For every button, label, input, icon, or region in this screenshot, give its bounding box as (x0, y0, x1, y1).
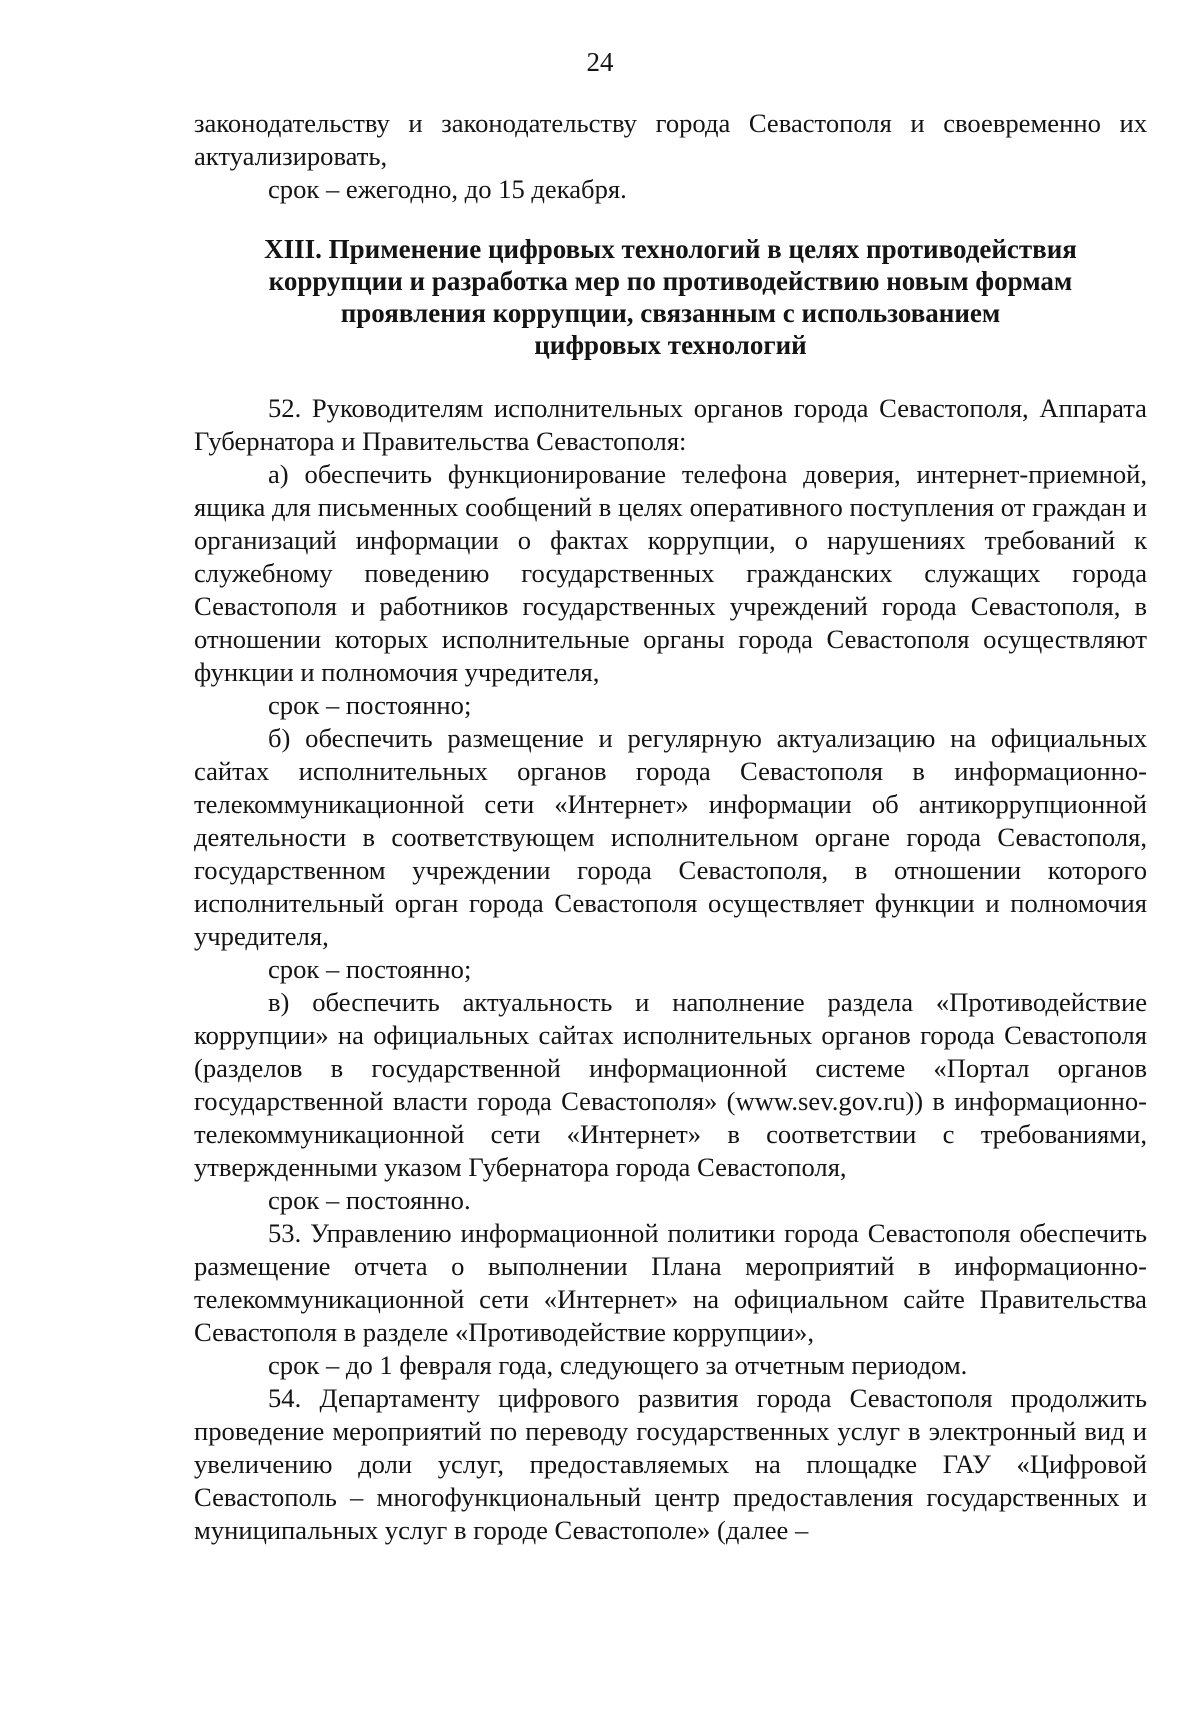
item-52-a: а) обеспечить функционирование телефона доверия, интернет-приемной, ящика для письменных сообщений в целях оперативного поступления от граждан и организаций информации о фактах коррупции, о нарушениях требований к служебному поведению государственных гражданских служащих города Севастополя и работников государственных учреждений города Севастополя, в отношении которых исполнительные органы города Севастополя осуществляют функции и полномочия учредителя, (194, 459, 1147, 687)
section-title-line: проявления коррупции, связанным с использованием (340, 298, 1001, 328)
item-54: 54. Департаменту цифрового развития города Севастополя продолжить проведение мероприятий по переводу государственных услуг в электронный вид и увеличению доли услуг, предоставляемых на площадке ГАУ «Цифровой Севастополь – многофункциональный центр предоставления государственных и муниципальных услуг в городе Севастополе» (далее – (194, 1383, 1147, 1545)
section-title-line: коррупции и разработка мер по противодействию новым формам (268, 266, 1073, 296)
page-number: 24 (586, 47, 614, 77)
item-52-v: в) обеспечить актуальность и наполнение раздела «Противодействие коррупции» на официальных сайтах исполнительных органов города Севастополя (разделов в государственной информационной системе «Портал органов государственной власти города Севастополя» (www.sev.gov.ru)) в информационно-телекоммуникационной сети «Интернет» в соответствии с требованиями, утвержденными указом Губернатора города Севастополя, (194, 987, 1147, 1182)
section-title (194, 233, 1147, 361)
item-53: 53. Управлению информационной политики города Севастополя обеспечить размещение отчета о выполнении Плана мероприятий в информационно-телекоммуникационной сети «Интернет» на официальном сайте Правительства Севастополя в разделе «Противодействие коррупции», (194, 1218, 1147, 1347)
lead-deadline: срок – ежегодно, до 15 декабря. (268, 174, 627, 204)
section-title-line: XIII. Применение цифровых технологий в целях противодействия (264, 234, 1077, 264)
lead-paragraph: законодательству и законодательству города Севастополя и своевременно их актуализировать, (194, 108, 1147, 171)
section-title-line: цифровых технологий (534, 330, 807, 360)
item-53-deadline: срок – до 1 февраля года, следующего за отчетным периодом. (268, 1350, 968, 1380)
item-52-b-deadline: срок – постоянно; (268, 954, 472, 984)
item-52-b: б) обеспечить размещение и регулярную актуализацию на официальных сайтах исполнительных органов города Севастополя в информационно-телекоммуникационной сети «Интернет» информации об антикоррупционной деятельности в соответствующем исполнительном органе города Севастополя, государственном учреждении города Севастополя, в отношении которого исполнительный орган города Севастополя осуществляет функции и полномочия учредителя, (194, 723, 1147, 951)
document-body (194, 107, 1147, 1547)
item-52-a-deadline: срок – постоянно; (268, 690, 472, 720)
item-52-v-deadline: срок – постоянно. (268, 1185, 471, 1215)
item-52: 52. Руководителям исполнительных органов города Севастополя, Аппарата Губернатора и Правительства Севастополя: (194, 393, 1147, 456)
